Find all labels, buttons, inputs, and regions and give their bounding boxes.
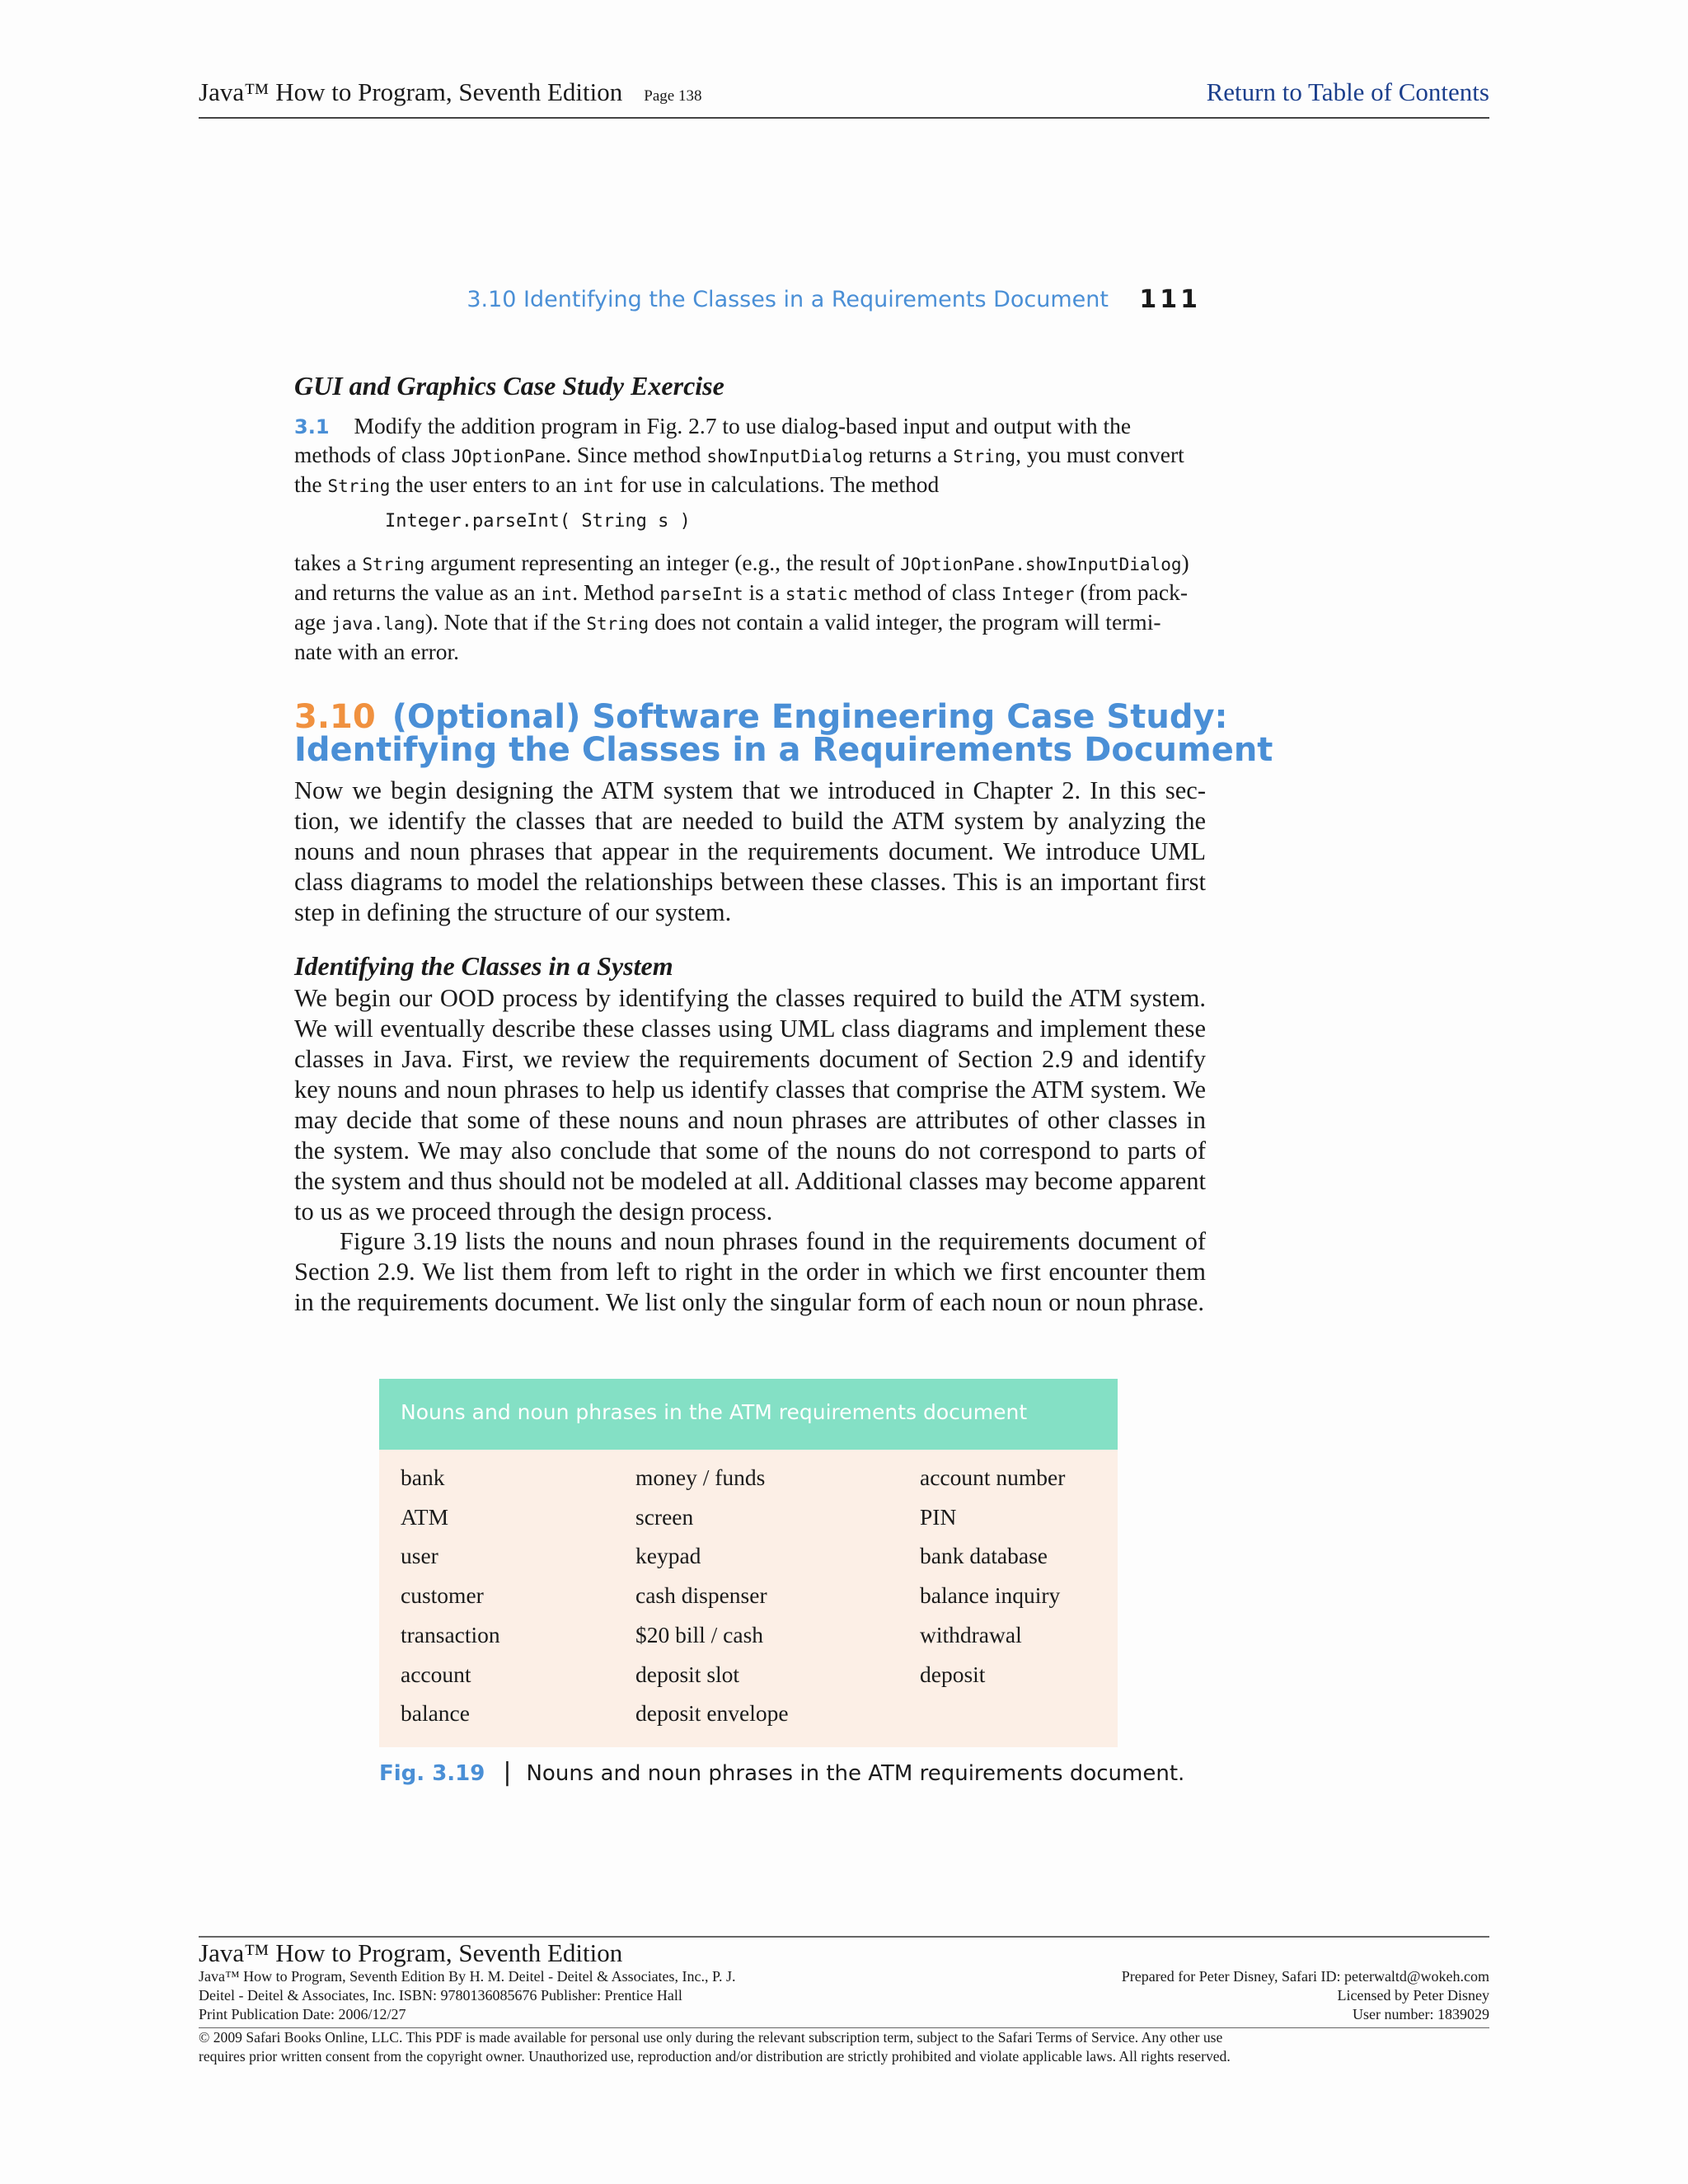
- table-cell: balance: [401, 1700, 470, 1727]
- table-cell: money / funds: [635, 1465, 766, 1490]
- exercise-text: (from pack-: [1074, 579, 1188, 605]
- exercise-text: age: [294, 609, 332, 635]
- table-cell: customer: [401, 1582, 484, 1609]
- code-term: static: [785, 584, 848, 604]
- exercise-number: 3.1: [294, 415, 330, 438]
- footer-license-line-2: Licensed by Peter Disney: [1337, 1987, 1489, 2004]
- table-cell: bank database: [920, 1543, 1048, 1569]
- exercise-text: nate with an error.: [294, 639, 460, 664]
- nouns-table: [379, 1379, 1118, 1747]
- table-cell: $20 bill / cash: [635, 1621, 764, 1647]
- exercise-text: returns a: [863, 442, 954, 467]
- figure-caption-text: Nouns and noun phrases in the ATM requirements document.: [526, 1761, 1185, 1786]
- figure-label: Fig. 3.19: [379, 1761, 485, 1786]
- top-header: [199, 77, 1489, 119]
- exercise-text: . Since method: [565, 442, 707, 467]
- table-header-text: Nouns and noun phrases in the ATM requirements document: [401, 1400, 1028, 1424]
- section-heading: [294, 698, 1283, 769]
- code-term: JOptionPane: [451, 447, 566, 466]
- section-number: 3.10: [294, 698, 376, 736]
- footer-credits-line-1: Java™ How to Program, Seventh Edition By H. M. Deitel - Deitel & Associates, Inc., P. J.: [199, 1968, 736, 1985]
- table-header: [379, 1379, 1118, 1450]
- subsection-paragraph-2: Figure 3.19 lists the nouns and noun phrases found in the requirements document of Section 2.9. We list them from left to right in the order in which we first encounter them in the requirements document. We list only the singular form of each noun or noun phrase.: [294, 1227, 1206, 1316]
- code-term: String: [362, 555, 425, 574]
- page-label: Page 138: [644, 87, 702, 105]
- section-title-line-1: (Optional) Software Engineering Case Study:: [392, 698, 1228, 736]
- table-cell: cash dispenser: [635, 1582, 767, 1609]
- table-cell: keypad: [635, 1543, 701, 1569]
- exercise-text: for use in calculations. The method: [613, 471, 940, 497]
- exercise-text: the user enters to an: [390, 471, 584, 497]
- footer-divider: [199, 1936, 1489, 1938]
- table-cell: ATM: [401, 1503, 449, 1530]
- footer-copyright-line-2: requires prior written consent from the copyright owner. Unauthorized use, reproduction and/or distribution are strictly prohibited and violate applicable laws. All rights reserved.: [199, 2048, 1231, 2064]
- table-cell: withdrawal: [920, 1621, 1022, 1647]
- exercise-text: , you must convert: [1015, 442, 1184, 467]
- table-cell: deposit envelope: [635, 1700, 789, 1727]
- code-term: showInputDialog: [706, 447, 864, 466]
- book-title: [199, 77, 701, 107]
- footer-credits-line-3: Print Publication Date: 2006/12/27: [199, 2006, 406, 2022]
- exercise-text: ): [1181, 550, 1189, 575]
- exercise-text: . Method: [572, 579, 660, 605]
- subsection-heading: Identifying the Classes in a System: [294, 951, 673, 981]
- exercise-paragraph-2: [294, 549, 1206, 666]
- code-example: Integer.parseInt( String s ): [385, 511, 691, 532]
- code-term: JOptionPane.showInputDialog: [900, 555, 1182, 574]
- exercise-text: argument representing an integer (e.g., the result of: [424, 550, 901, 575]
- exercise-text: the: [294, 471, 328, 497]
- exercise-text: ). Note that if the: [424, 609, 587, 635]
- table-cell: deposit: [920, 1661, 986, 1687]
- table-cell: user: [401, 1543, 438, 1569]
- exercise-text: methods of class: [294, 442, 452, 467]
- table-of-contents-link[interactable]: Return to Table of Contents: [1206, 77, 1489, 106]
- table-cell: deposit slot: [635, 1661, 740, 1687]
- table-cell: PIN: [920, 1503, 957, 1530]
- code-term: parseInt: [659, 584, 743, 604]
- section-title-line-2: Identifying the Classes in a Requirements Document: [294, 731, 1273, 769]
- footer-title: Java™ How to Program, Seventh Edition: [199, 1938, 623, 1967]
- running-head-title: 3.10 Identifying the Classes in a Requirements Document: [467, 287, 1109, 312]
- code-term: String: [586, 614, 649, 634]
- code-term: int: [583, 476, 614, 496]
- caption-separator: |: [503, 1758, 512, 1787]
- code-term: Integer: [1001, 584, 1075, 604]
- code-term: String: [327, 476, 391, 496]
- table-cell: bank: [401, 1465, 445, 1490]
- exercise-text: is a: [743, 579, 785, 605]
- code-term: int: [541, 584, 573, 604]
- running-head: [297, 287, 1207, 323]
- book-title-text: Java™ How to Program, Seventh Edition: [199, 77, 623, 106]
- running-head-page-number: 111: [1139, 285, 1201, 314]
- footer-license-line-1: Prepared for Peter Disney, Safari ID: peterwaltd@wokeh.com: [1121, 1968, 1489, 1985]
- exercise-heading: GUI and Graphics Case Study Exercise: [294, 371, 724, 401]
- subsection-paragraph-1: We begin our OOD process by identifying the classes required to build the ATM system. We will eventually describe these classes using UML class diagrams and implement these classes in Java. First, we review the requirements document of Section 2.9 and identify key nouns and noun phrases to help us identify classes that comprise the ATM system. We may decide that some of these nouns and noun phrases are attributes of other classes in the system. We may also conclude that some of the nouns do not correspond to parts of the system and thus should not be modeled at all. Additional classes may become apparent to us as we proceed through the design process.: [294, 984, 1206, 1226]
- figure-caption: [379, 1758, 1184, 1787]
- table-cell: account number: [920, 1465, 1066, 1490]
- exercise-text: and returns the value as an: [294, 579, 542, 605]
- exercise-paragraph-1: [294, 412, 1206, 500]
- footer-credits-line-2: Deitel - Deitel & Associates, Inc. ISBN: 9780136085676 Publisher: Prentice Hall: [199, 1987, 682, 2004]
- footer-license-line-3: User number: 1839029: [1353, 2006, 1489, 2022]
- table-cell: transaction: [401, 1621, 500, 1647]
- code-term: java.lang: [331, 614, 425, 634]
- footer-copyright-line-1: © 2009 Safari Books Online, LLC. This PDF is made available for personal use only during the relevant subscription term, subject to the Safari Terms of Service. Any other use: [199, 2029, 1223, 2046]
- table-cell: account: [401, 1661, 471, 1687]
- exercise-text: takes a: [294, 550, 363, 575]
- exercise-text: Modify the addition program in Fig. 2.7 to use dialog-based input and output with the: [354, 413, 1132, 438]
- code-term: String: [953, 447, 1016, 466]
- exercise-text: does not contain a valid integer, the program will termi-: [649, 609, 1161, 635]
- table-cell: screen: [635, 1503, 694, 1530]
- exercise-text: method of class: [847, 579, 1002, 605]
- section-intro-paragraph: Now we begin designing the ATM system that we introduced in Chapter 2. In this sec- tion, we identify the classes that are needed to build the ATM system by analyzing the nouns and noun phrases that appear in the requirements document. We introduce UML class diagrams to model the relationships between these classes. This is an important first step in defining the structure of our system.: [294, 776, 1206, 926]
- table-cell: balance inquiry: [920, 1582, 1061, 1609]
